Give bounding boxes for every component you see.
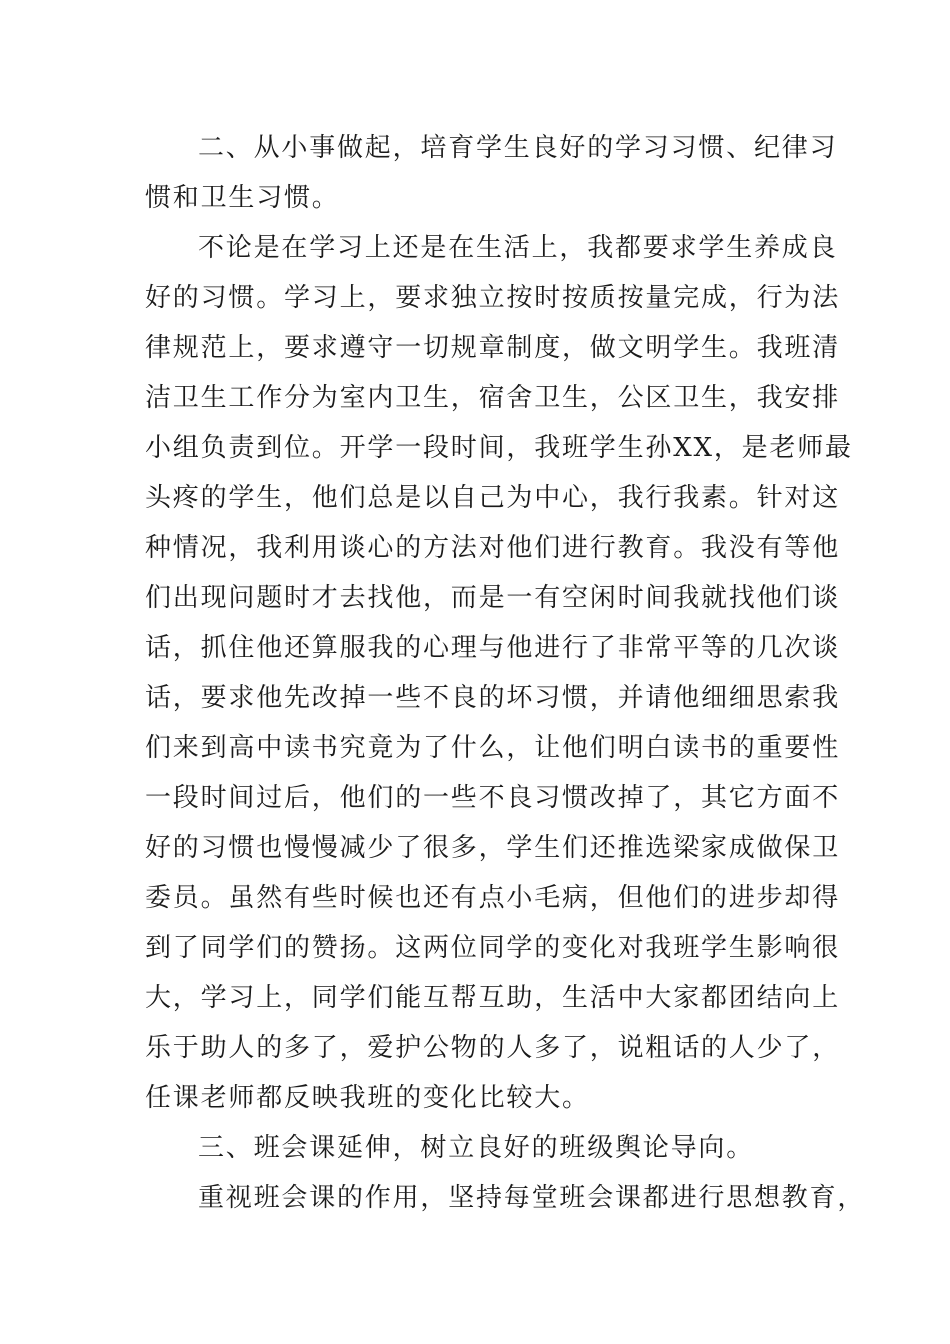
paragraph-line: 话，抓住他还算服我的心理与他进行了非常平等的几次谈 bbox=[145, 633, 841, 663]
paragraph-line: 好的习惯。学习上，要求独立按时按质按量完成，行为法 bbox=[145, 283, 841, 313]
paragraph-line: 委员。虽然有些时候也还有点小毛病，但他们的进步却得 bbox=[145, 883, 841, 913]
paragraph-line: 小组负责到位。开学一段时间，我班学生孙XX，是老师最 bbox=[145, 433, 853, 463]
paragraph-line: 一段时间过后，他们的一些不良习惯改掉了，其它方面不 bbox=[145, 783, 841, 813]
paragraph-line: 好的习惯也慢慢减少了很多，学生们还推选梁家成做保卫 bbox=[145, 833, 841, 863]
paragraph-line: 重视班会课的作用，坚持每堂班会课都进行思想教育， bbox=[198, 1183, 866, 1213]
section-heading-2-line-2: 惯和卫生习惯。 bbox=[145, 183, 340, 213]
paragraph-line: 们出现问题时才去找他，而是一有空闲时间我就找他们谈 bbox=[145, 583, 841, 613]
paragraph-line: 乐于助人的多了，爱护公物的人多了，说粗话的人少了， bbox=[145, 1033, 841, 1063]
paragraph-line: 洁卫生工作分为室内卫生，宿舍卫生，公区卫生，我安排 bbox=[145, 383, 841, 413]
paragraph-line: 律规范上，要求遵守一切规章制度，做文明学生。我班清 bbox=[145, 333, 841, 363]
paragraph-line: 到了同学们的赞扬。这两位同学的变化对我班学生影响很 bbox=[145, 933, 841, 963]
paragraph-line: 不论是在学习上还是在生活上，我都要求学生养成良 bbox=[198, 233, 838, 263]
paragraph-line: 话，要求他先改掉一些不良的坏习惯，并请他细细思索我 bbox=[145, 683, 841, 713]
paragraph-line: 大，学习上，同学们能互帮互助，生活中大家都团结向上 bbox=[145, 983, 841, 1013]
paragraph-line: 头疼的学生，他们总是以自己为中心，我行我素。针对这 bbox=[145, 483, 841, 513]
paragraph-line: 任课老师都反映我班的变化比较大。 bbox=[145, 1083, 590, 1113]
section-heading-3: 三、班会课延伸，树立良好的班级舆论导向。 bbox=[198, 1133, 755, 1163]
section-heading-2-line-1: 二、从小事做起，培育学生良好的学习习惯、纪律习 bbox=[198, 133, 838, 163]
paragraph-line: 们来到高中读书究竟为了什么，让他们明白读书的重要性 bbox=[145, 733, 841, 763]
paragraph-line: 种情况，我利用谈心的方法对他们进行教育。我没有等他 bbox=[145, 533, 841, 563]
